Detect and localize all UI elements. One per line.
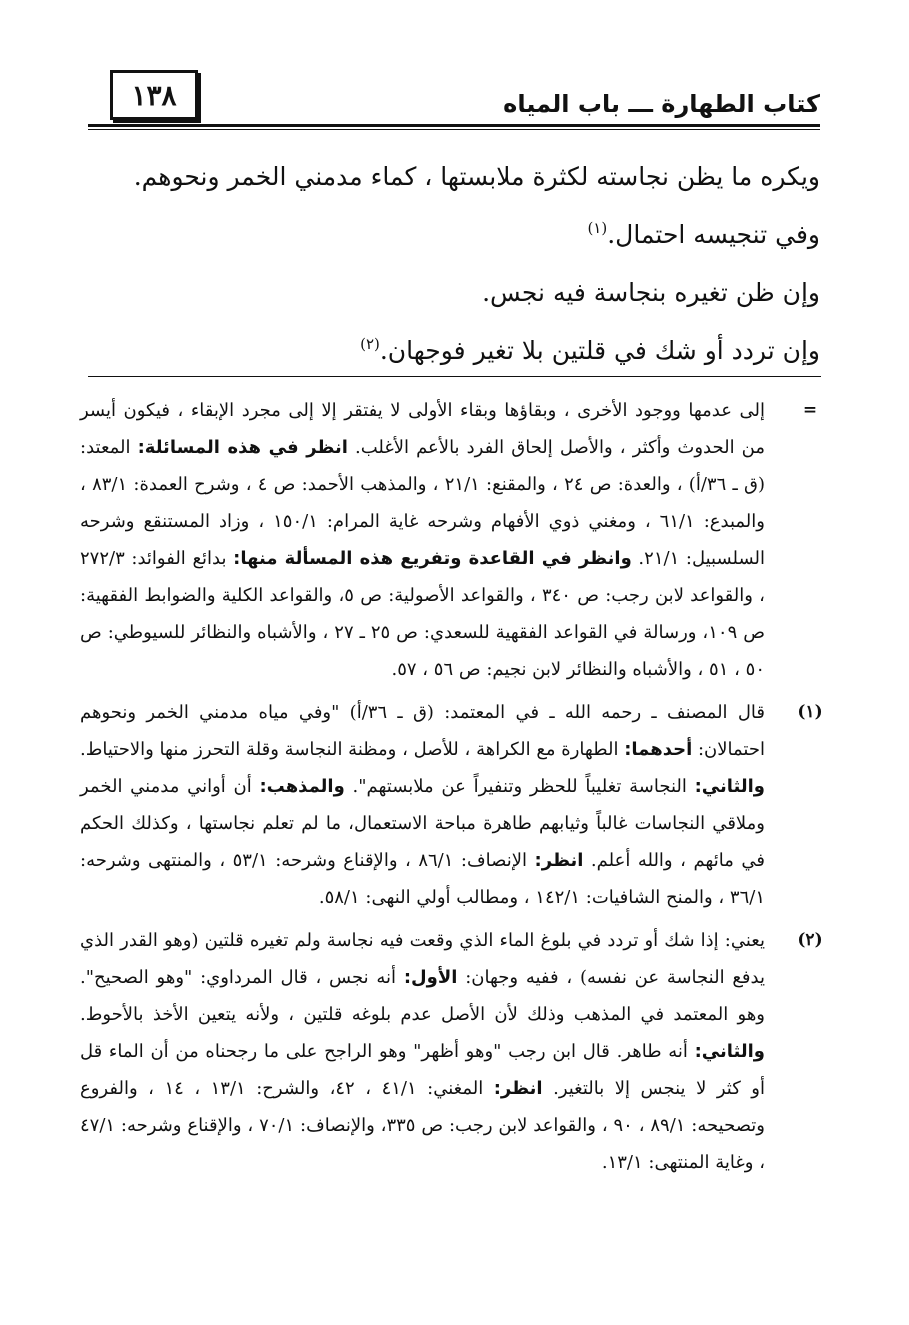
footnote-divider — [88, 376, 821, 377]
footnote-2 — [80, 922, 830, 1181]
footnote-marker: (١) — [797, 702, 823, 722]
footnote-marker: = — [802, 400, 818, 420]
page-number-text: ١٣٨ — [131, 78, 177, 112]
main-line: ويكره ما يظن نجاسته لكثرة ملابستها ، كماء مدمني الخمر ونحوهم. — [133, 162, 820, 191]
footnote-text: إلى عدمها ووجود الأخرى ، وبقاؤها وبقاء الأولى لا يفتقر إلا إلى مجرد الإبقاء ، فيكون أيسر من الحدوث وأكثر ، والأصل إلحاق الفرد بالأعم الأغلب. انظر في هذه المسائلة: المعتد: (ق ـ ٣٦/أ) ، والعدة: ص ٢٤ ، والمقنع: ٢١/١ ، والمذهب الأحمد: ص ٤ ، وشرح العمدة: ٨٣/١ ، والمبدع: ٦١/١ ، ومغني ذوي الأفهام وشرحه غاية المرام: ١٥٠/١ ، وزاد المستنقع وشرحه السلسبيل: ٢١/١. وانظر في القاعدة وتفريع هذه المسألة منها: بدائع الفوائد: ٢٧٢/٣ ، والقواعد لابن رجب: ص ٣٤٠ ، والقواعد الأصولية: ص ٥، والقواعد الكلية والضوابط الفقهية: ص ١٠٩، ورسالة في القواعد الفقهية للسعدي: ص ٢٥ ـ ٢٧ ، والأشباه والنظائر للسيوطي: ص ٥٠ ، ٥١ ، والأشباه والنظائر لابن نجيم: ص ٥٦ ، ٥٧. — [80, 400, 766, 680]
footnote-ref[interactable]: (٢) — [360, 335, 380, 353]
footnote-1 — [80, 694, 830, 916]
footnotes — [80, 392, 830, 1187]
main-line: وفي تنجيسه احتمال.$^{(١)}$ — [587, 219, 820, 249]
footnote-text: قال المصنف ـ رحمه الله ـ في المعتمد: (ق ـ ٣٦/أ) "وفي مياه مدمني الخمر ونحوهم احتمالان: أحدهما: الطهارة مع الكراهة ، للأصل ، ومظنة النجاسة وقلة التحرز منها والاحتياط. والثاني: النجاسة تغليباً للحظر وتنفيراً عن ملابستهم". والمذهب: أن أواني مدمني الخمر وملاقي النجاسات غالباً وثيابهم طاهرة مباحة الاستعمال، ما لم تعلم نجاستها ، وكذلك الحكم في مائهم ، والله أعلم. انظر: الإنصاف: ٨٦/١ ، والإقناع وشرحه: ٥٣/١ ، والمنتهى وشرحه: ٣٦/١ ، والمنح الشافيات: ١٤٢/١ ، ومطالب أولي النهى: ٥٨/١. — [80, 702, 766, 908]
running-header — [88, 90, 820, 122]
footnote-text: يعني: إذا شك أو تردد في بلوغ الماء الذي وقعت فيه نجاسة ولم تغيره قلتين (وهو القدر الذي يدفع النجاسة عن نفسه) ، ففيه وجهان: الأول: أنه نجس ، قال المرداوي: "وهو الصحيح". وهو المعتمد في المذهب وذلك لأن الأصل عدم بلوغه قلتين ، ولأنه يتعين الأخذ بالأحوط. والثاني: أنه طاهر. قال ابن رجب "وهو أظهر" وهو الراجح على ما رجحناه من أن الماء قل أو كثر لا ينجس إلا بالتغير. انظر: المغني: ٤١/١ ، ٤٢، والشرح: ١٣/١ ، ١٤ ، والفروع وتصحيحه: ٨٩/١ ، ٩٠ ، والقواعد لابن رجب: ص ٣٣٥، والإنصاف: ٧٠/١ ، والإقناع وشرحه: ٤٧/١ ، وغاية المنتهى: ١٣/١. — [80, 930, 766, 1173]
header-rule-thin — [88, 129, 820, 130]
main-text — [120, 148, 820, 380]
header-rule — [88, 124, 820, 127]
footnote-marker: (٢) — [797, 930, 823, 950]
chapter-title: كتاب الطهارة ـــ باب المياه — [503, 90, 820, 118]
main-line: وإن تردد أو شك في قلتين بلا تغير فوجهان.$^{(٢)}$ — [360, 335, 820, 365]
footnote-ref[interactable]: (١) — [587, 219, 608, 237]
footnote-continued — [80, 392, 830, 688]
main-line: وإن ظن تغيره بنجاسة فيه نجس. — [482, 278, 820, 307]
